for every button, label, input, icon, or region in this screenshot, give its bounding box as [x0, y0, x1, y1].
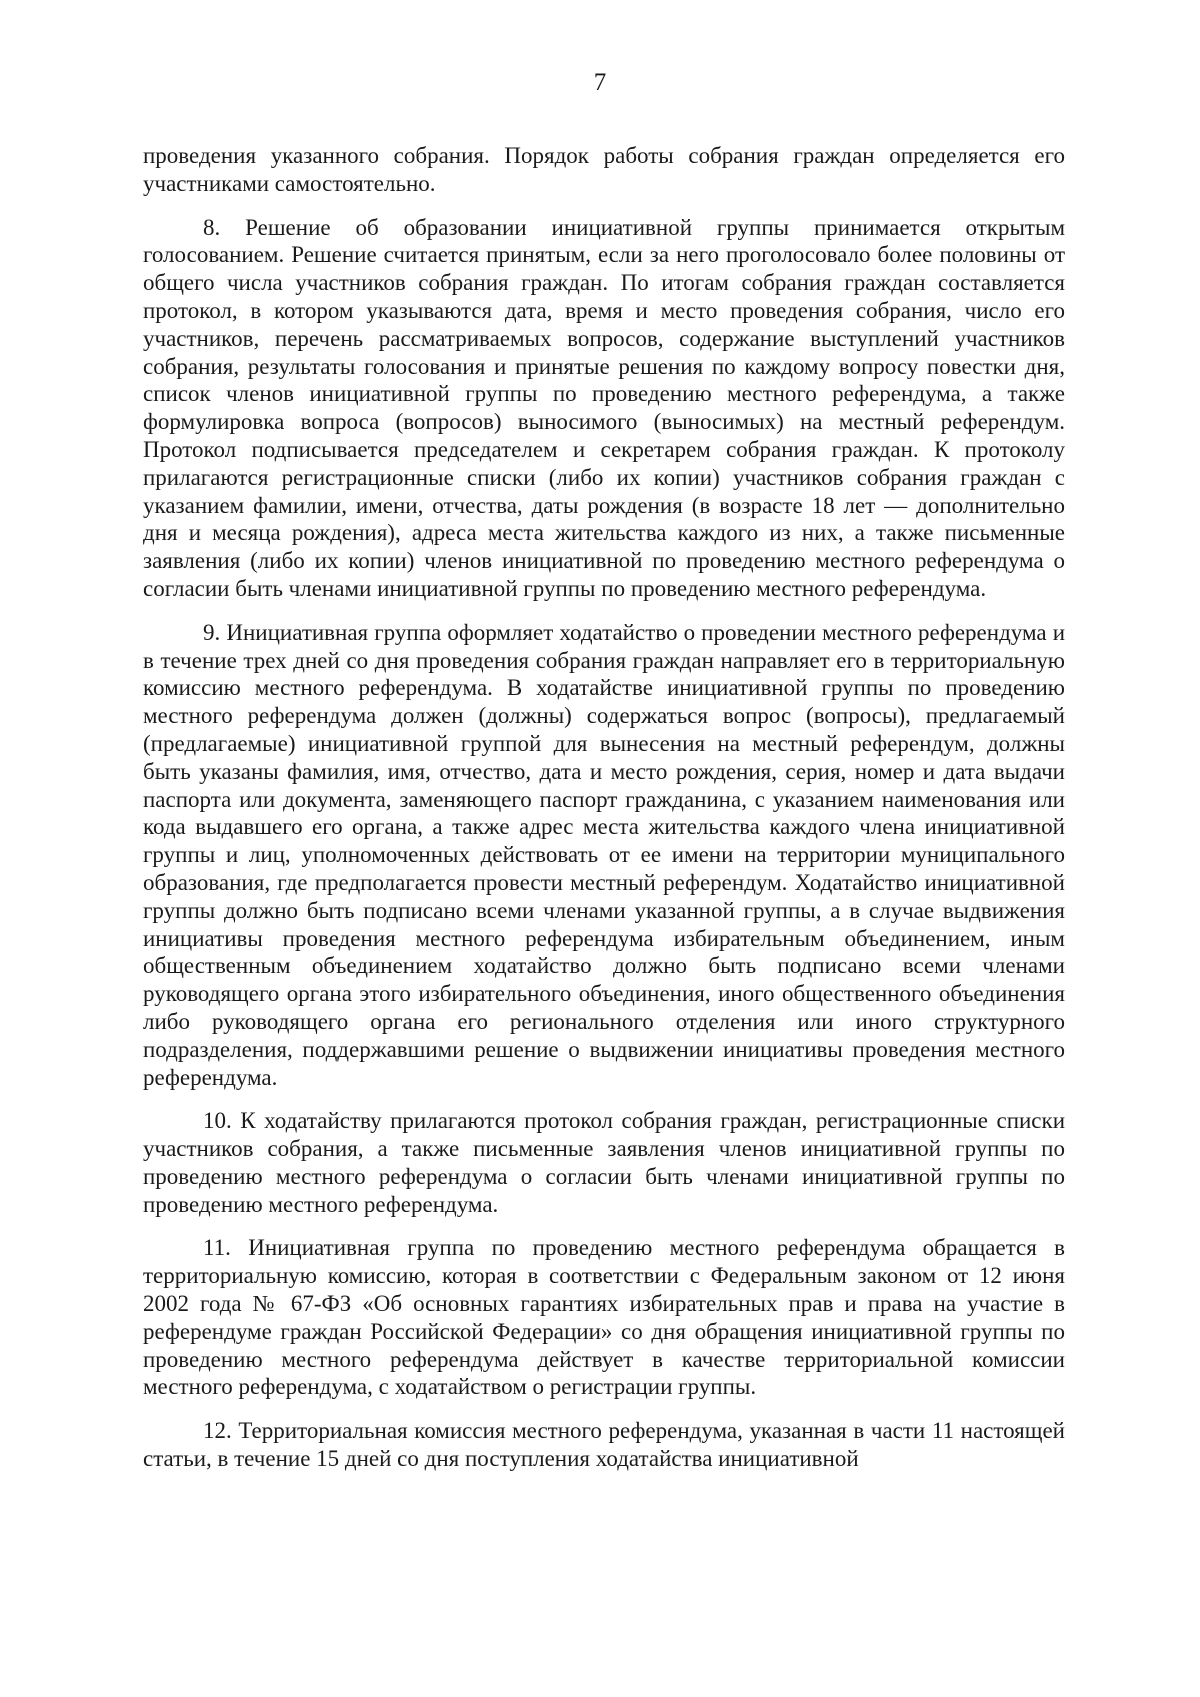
paragraph-item-11: 11. Инициативная группа по проведению местного референдума обращается в территориальную комиссию, которая в соответствии с Федеральным законом от 12 июня 2002 года № 67-ФЗ «Об основных гарантиях избирательных прав и права на участие в референдуме граждан Российской Федерации» со дня обращения инициативной группы по проведению местного референдума действует в качестве территориальной комиссии местного референдума, с ходатайством о регистрации группы.: [143, 1235, 1065, 1400]
paragraph-item-12: 12. Территориальная комиссия местного референдума, указанная в части 11 настоящей статьи, в течение 15 дней со дня поступления ходатайства инициативной: [143, 1418, 1065, 1472]
paragraph-item-8: 8. Решение об образовании инициативной группы принимается открытым голосованием. Решение считается принятым, если за него проголосовало более половины от общего числа участников собрания граждан. По итогам собрания граждан составляется протокол, в котором указываются дата, время и место проведения собрания, число его участников, перечень рассматриваемых вопросов, содержание выступлений участников собрания, результаты голосования и принятые решения по каждому вопросу повестки дня, список членов инициативной группы по проведению местного референдума, а также формулировка вопроса (вопросов) выносимого (выносимых) на местный референдум. Протокол подписывается председателем и секретарем собрания граждан. К протоколу прилагаются регистрационные списки (либо их копии) участников собрания граждан с указанием фамилии, имени, отчества, даты рождения (в возрасте 18 лет — дополнительно дня и месяца рождения), адреса места жительства каждого из них, а также письменные заявления (либо их копии) членов инициативной по проведению местного референдума о согласии быть членами инициативной группы по проведению местного референдума.: [143, 214, 1065, 601]
paragraph-continuation: проведения указанного собрания. Порядок работы собрания граждан определяется его участниками самостоятельно.: [143, 143, 1065, 196]
paragraph-item-9: 9. Инициативная группа оформляет ходатайство о проведении местного референдума и в течение трех дней со дня проведения собрания граждан направляет его в территориальную комиссию местного референдума. В ходатайстве инициативной группы по проведению местного референдума должен (должны) содержаться вопрос (вопросы), предлагаемый (предлагаемые) инициативной группой для вынесения на местный референдум, должны быть указаны фамилия, имя, отчество, дата и место рождения, серия, номер и дата выдачи паспорта или документа, заменяющего паспорт гражданина, с указанием наименования или кода выдавшего его органа, а также адрес места жительства каждого члена инициативной группы и лиц, уполномоченных действовать от ее имени на территории муниципального образования, где предполагается провести местный референдум. Ходатайство инициативной группы должно быть подписано всеми членами указанной группы, а в случае выдвижения инициативы проведения местного референдума избирательным объединением, иным общественным объединением ходатайство должно быть подписано всеми членами руководящего органа этого избирательного объединения, иного общественного объединения либо руководящего органа его регионального отделения или иного структурного подразделения, поддержавшими решение о выдвижении инициативы проведения местного референдума.: [143, 619, 1065, 1090]
paragraph-item-10: 10. К ходатайству прилагаются протокол собрания граждан, регистрационные списки участников собрания, а также письменные заявления членов инициативной группы по проведению местного референдума о согласии быть членами инициативной группы по проведению местного референдума.: [143, 1108, 1065, 1217]
page-body: [143, 142, 1065, 1473]
page-number: 7: [593, 69, 607, 96]
